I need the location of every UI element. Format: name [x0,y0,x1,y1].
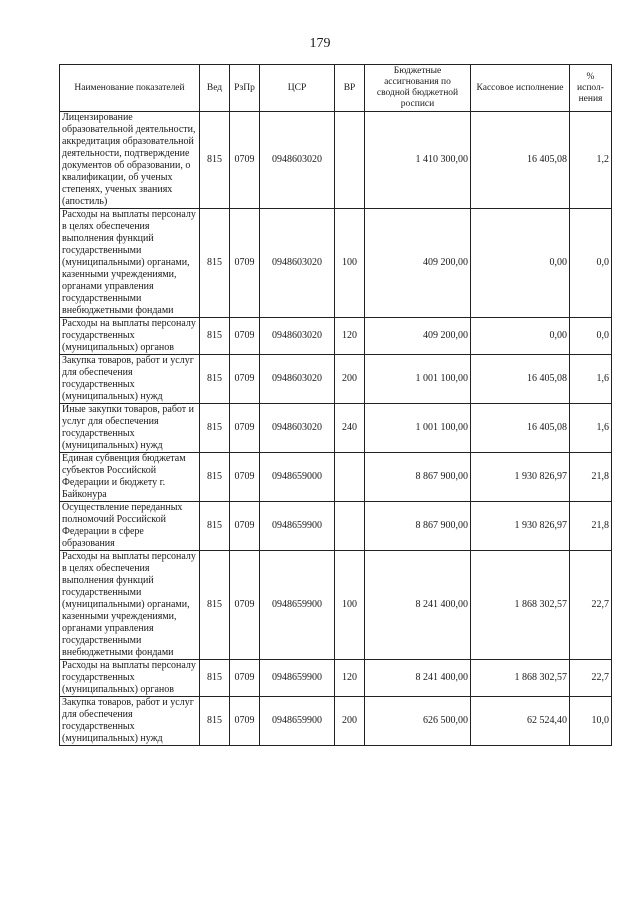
row-cash: 16 405,08 [471,404,570,453]
row-cash: 16 405,08 [471,112,570,209]
table-row [60,660,612,697]
row-csr: 0948603020 [260,404,335,453]
row-percent: 21,8 [570,453,612,502]
header-csr: ЦСР [260,65,335,112]
row-vr [335,112,365,209]
row-csr: 0948603020 [260,209,335,318]
row-ved: 815 [200,502,230,551]
row-csr: 0948659900 [260,551,335,660]
row-rzpr: 0709 [230,355,260,404]
row-ved: 815 [200,453,230,502]
table-row [60,551,612,660]
row-vr: 100 [335,209,365,318]
row-budget: 8 241 400,00 [365,551,471,660]
row-cash: 1 930 826,97 [471,453,570,502]
row-ved: 815 [200,697,230,746]
row-budget: 1 001 100,00 [365,355,471,404]
row-budget: 409 200,00 [365,318,471,355]
row-csr: 0948659900 [260,697,335,746]
header-percent: % испол-нения [570,65,612,112]
row-percent: 21,8 [570,502,612,551]
row-name: Расходы на выплаты персоналу в целях обеспечения выполнения функций государственными (муниципальными) органами, казенными учреждениями, органами управления государственными внебюджетными фондами [60,209,200,318]
row-ved: 815 [200,112,230,209]
row-vr: 200 [335,355,365,404]
row-vr: 240 [335,404,365,453]
row-ved: 815 [200,660,230,697]
row-name: Закупка товаров, работ и услуг для обеспечения государственных (муниципальных) нужд [60,697,200,746]
table-row [60,209,612,318]
row-vr: 200 [335,697,365,746]
row-csr: 0948659900 [260,660,335,697]
row-rzpr: 0709 [230,502,260,551]
row-rzpr: 0709 [230,209,260,318]
row-cash: 1 868 302,57 [471,551,570,660]
row-cash: 0,00 [471,318,570,355]
header-rzpr: РзПр [230,65,260,112]
header-budget: Бюджетные ассигнования по сводной бюджетной росписи [365,65,471,112]
header-name: Наименование показателей [60,65,200,112]
row-vr [335,502,365,551]
row-percent: 10,0 [570,697,612,746]
row-cash: 0,00 [471,209,570,318]
row-rzpr: 0709 [230,551,260,660]
row-rzpr: 0709 [230,660,260,697]
row-rzpr: 0709 [230,697,260,746]
row-csr: 0948659900 [260,502,335,551]
row-budget: 8 867 900,00 [365,502,471,551]
row-rzpr: 0709 [230,112,260,209]
row-vr: 100 [335,551,365,660]
row-name: Расходы на выплаты персоналу в целях обеспечения выполнения функций государственными (муниципальными) органами, казенными учреждениями, органами управления государственными внебюджетными фондами [60,551,200,660]
table-row [60,112,612,209]
row-rzpr: 0709 [230,318,260,355]
table-row [60,318,612,355]
row-ved: 815 [200,355,230,404]
row-name: Расходы на выплаты персоналу государственных (муниципальных) органов [60,318,200,355]
row-cash: 1 930 826,97 [471,502,570,551]
row-rzpr: 0709 [230,404,260,453]
row-vr: 120 [335,318,365,355]
row-percent: 1,6 [570,355,612,404]
row-budget: 1 410 300,00 [365,112,471,209]
page-number: 179 [309,36,331,51]
table-row [60,404,612,453]
row-percent: 22,7 [570,551,612,660]
header-ved: Вед [200,65,230,112]
row-cash: 62 524,40 [471,697,570,746]
row-vr: 120 [335,660,365,697]
row-budget: 409 200,00 [365,209,471,318]
row-percent: 1,2 [570,112,612,209]
row-percent: 1,6 [570,404,612,453]
table-row [60,355,612,404]
row-budget: 8 241 400,00 [365,660,471,697]
row-ved: 815 [200,551,230,660]
row-name: Осуществление переданных полномочий Российской Федерации в сфере образования [60,502,200,551]
row-name: Единая субвенция бюджетам субъектов Российской Федерации и бюджету г. Байконура [60,453,200,502]
row-percent: 22,7 [570,660,612,697]
row-name: Закупка товаров, работ и услуг для обеспечения государственных (муниципальных) нужд [60,355,200,404]
header-vr: ВР [335,65,365,112]
row-rzpr: 0709 [230,453,260,502]
row-vr [335,453,365,502]
row-ved: 815 [200,318,230,355]
row-percent: 0,0 [570,318,612,355]
row-budget: 8 867 900,00 [365,453,471,502]
table-row [60,697,612,746]
row-name: Лицензирование образовательной деятельности, аккредитация образовательной деятельности, подтверждение документов об образовании, о квалификации, об ученых степенях, ученых званиях (апостиль) [60,112,200,209]
row-cash: 16 405,08 [471,355,570,404]
row-budget: 1 001 100,00 [365,404,471,453]
row-csr: 0948659000 [260,453,335,502]
table-header-row [60,65,612,112]
row-name: Расходы на выплаты персоналу государственных (муниципальных) органов [60,660,200,697]
budget-execution-table [59,64,612,746]
table-row [60,453,612,502]
row-budget: 626 500,00 [365,697,471,746]
row-percent: 0,0 [570,209,612,318]
row-ved: 815 [200,404,230,453]
row-csr: 0948603020 [260,318,335,355]
row-ved: 815 [200,209,230,318]
table-row [60,502,612,551]
row-csr: 0948603020 [260,112,335,209]
header-cash: Кассовое исполнение [471,65,570,112]
row-cash: 1 868 302,57 [471,660,570,697]
row-name: Иные закупки товаров, работ и услуг для обеспечения государственных (муниципальных) нужд [60,404,200,453]
row-csr: 0948603020 [260,355,335,404]
